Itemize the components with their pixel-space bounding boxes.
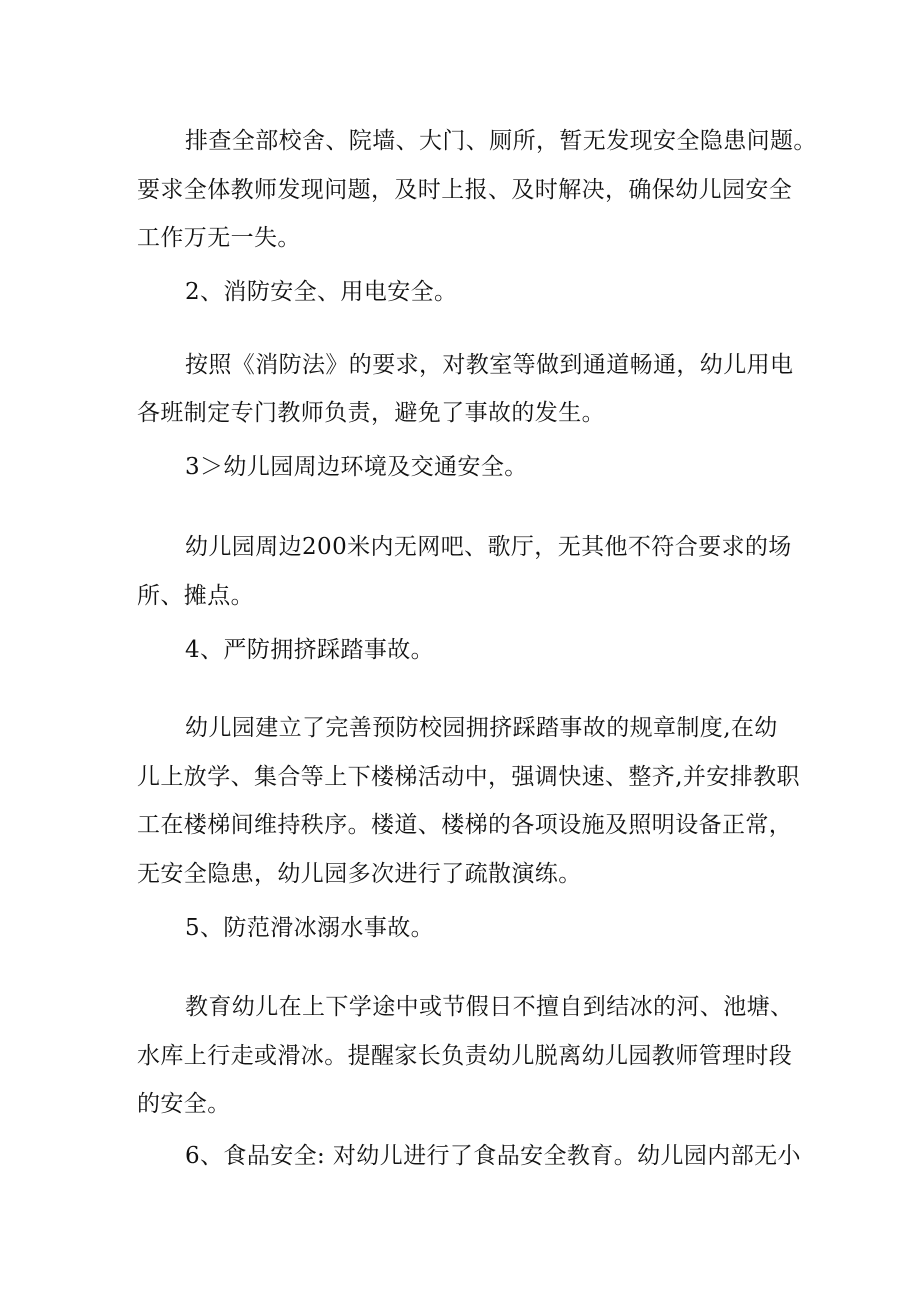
- paragraph-line: 所、摊点。: [137, 583, 254, 609]
- section-heading: 4、严防拥挤踩踏事故。: [185, 637, 435, 663]
- section-heading: 5、防范滑冰溺水事故。: [185, 915, 435, 941]
- paragraph-line: 工作万无一失。: [137, 225, 301, 251]
- paragraph-line: 按照《消防法》的要求，对教室等做到通道畅通，幼儿用电: [185, 352, 794, 378]
- section-heading: 6、食品安全: 对幼儿进行了食品安全教育。幼儿园内部无小: [185, 1143, 801, 1169]
- section-heading: 2、消防安全、用电安全。: [185, 279, 458, 305]
- paragraph-line: 儿上放学、集合等上下楼梯活动中，强调快速、整齐,并安排教职: [137, 764, 800, 790]
- paragraph-line: 工在楼梯间维持秩序。楼道、楼梯的各项设施及照明设备正常，: [137, 812, 793, 838]
- paragraph-line: 幼儿园周边200米内无网吧、歌厅，无其他不符合要求的场: [185, 534, 792, 560]
- paragraph-line: 教育幼儿在上下学途中或节假日不擅自到结冰的河、池塘、: [185, 994, 794, 1020]
- paragraph-line: 各班制定专门教师负责，避免了事故的发生。: [137, 400, 605, 426]
- paragraph-line: 要求全体教师发现问题，及时上报、及时解决，确保幼儿园安全: [137, 177, 793, 203]
- paragraph-line: 排查全部校舍、院墙、大门、厕所，暂无发现安全隐患问题。: [185, 128, 817, 154]
- section-heading: 3＞幼儿园周边环境及交通安全。: [185, 454, 528, 480]
- paragraph-line: 水库上行走或滑冰。提醒家长负责幼儿脱离幼儿园教师管理时段: [137, 1043, 793, 1069]
- paragraph-line: 的安全。: [137, 1091, 231, 1117]
- paragraph-line: 幼儿园建立了完善预防校园拥挤踩踏事故的规章制度,在幼: [185, 715, 778, 741]
- paragraph-line: 无安全隐患，幼儿园多次进行了疏散演练。: [137, 861, 582, 887]
